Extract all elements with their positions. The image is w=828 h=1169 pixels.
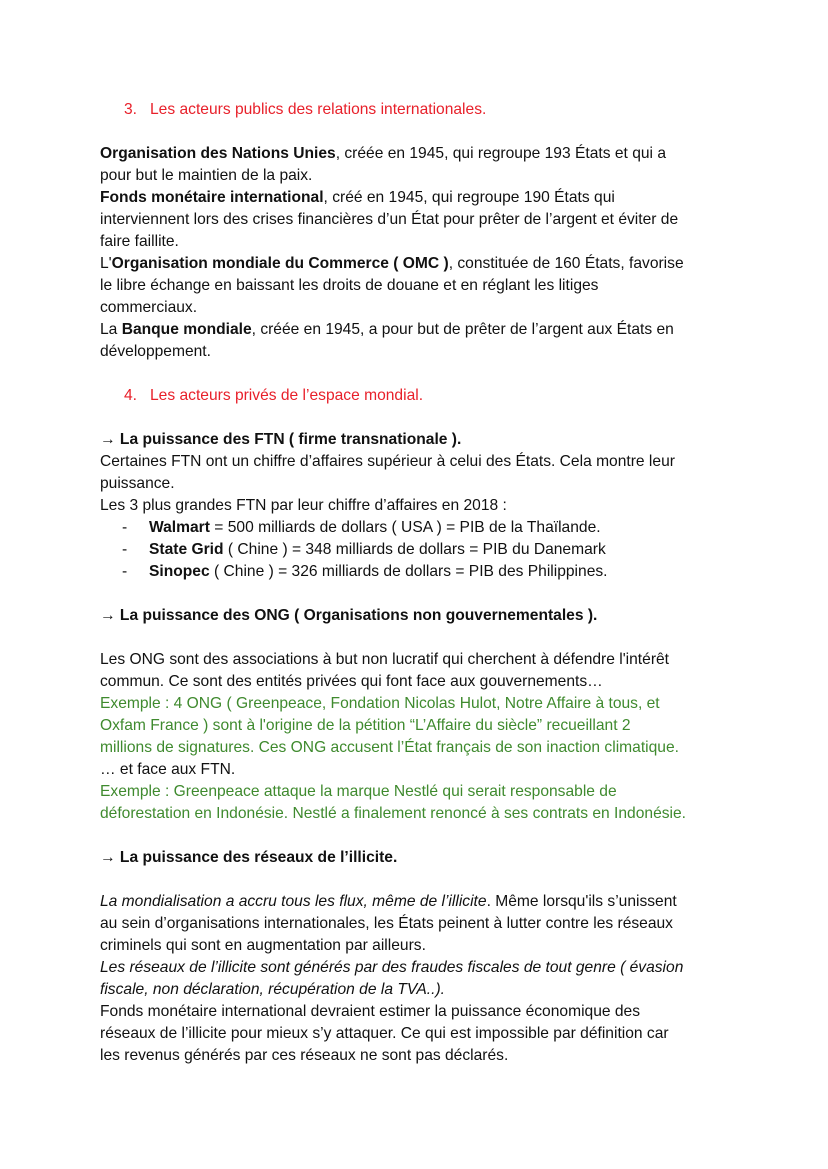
ftn-heading-text: → La puissance des FTN ( firme transnationale ). (100, 431, 462, 448)
fmi-paragraph-line-2: interviennent lors des crises financières d’un État pour prêter de l’argent et éviter de (100, 211, 679, 228)
ong-line-3: … et face aux FTN. (100, 761, 236, 778)
illicite-p1-line-3: criminels qui sont en augmentation par ailleurs. (100, 937, 426, 954)
ong-heading-text: → La puissance des ONG ( Organisations non gouvernementales ). (100, 607, 598, 624)
company-detail: = 500 milliards de dollars ( USA ) = PIB de la Thaïlande. (209, 519, 601, 536)
omc-paragraph-line-3: commerciaux. (100, 299, 198, 316)
fmi-paragraph-line-1 (100, 187, 615, 209)
bm-prefix: La (100, 321, 122, 338)
bm-text: , créée en 1945, a pour but de prêter de l’argent aux États en (251, 321, 674, 338)
fmi-text: , créé en 1945, qui regroupe 190 États qui (323, 189, 615, 206)
bm-paragraph-line-1 (100, 319, 674, 341)
ong-line-2: commun. Ce sont des entités privées qui font face aux gouvernements… (100, 673, 603, 690)
company-detail: ( Chine ) = 326 milliards de dollars = PIB des Philippines. (209, 563, 608, 580)
bullet-dash: - (122, 563, 128, 580)
ftn-line-2: puissance. (100, 475, 175, 492)
section-title: Les acteurs privés de l’espace mondial. (150, 387, 424, 404)
omc-paragraph-line-1 (100, 253, 684, 275)
illicite-italic-text: Les réseaux de l’illicite sont générés par des fraudes fiscales de tout genre ( évasion (100, 959, 684, 976)
company-detail: ( Chine ) = 348 milliards de dollars = PIB du Danemark (223, 541, 606, 558)
ftn-list-item (122, 539, 606, 561)
bullet-dash: - (122, 541, 128, 558)
ftn-list-item (122, 517, 601, 539)
section-number: 4. (124, 387, 138, 404)
ong-example-2-line-1: Exemple : Greenpeace attaque la marque Nestlé qui serait responsable de (100, 783, 617, 800)
onu-paragraph-line-1 (100, 143, 666, 165)
bullet-dash: - (122, 519, 128, 536)
ftn-list-item (122, 561, 608, 583)
illicite-heading-text: → La puissance des réseaux de l’illicite. (100, 849, 398, 866)
illicite-p3-line-1: Fonds monétaire international devraient estimer la puissance économique des (100, 1003, 641, 1020)
illicite-italic-text: fiscale, non déclaration, récupération de la TVA..). (100, 981, 445, 998)
company-name: Walmart (149, 519, 210, 536)
illicite-italic-text: La mondialisation a accru tous les flux, même de l’illicite (100, 893, 487, 910)
ong-example-1-line-2: Oxfam France ) sont à l'origine de la pétition “L’Affaire du siècle” recueillant 2 (100, 717, 631, 734)
onu-name: Organisation des Nations Unies (100, 145, 336, 162)
bm-paragraph-line-2: développement. (100, 343, 211, 360)
omc-prefix: L' (100, 255, 112, 272)
section-title: Les acteurs publics des relations internationales. (150, 101, 487, 118)
ong-example-1-line-3: millions de signatures. Ces ONG accusent l’État français de son inaction climatique. (100, 739, 679, 756)
section-3-heading (124, 99, 486, 121)
ftn-line-3: Les 3 plus grandes FTN par leur chiffre d’affaires en 2018 : (100, 497, 507, 514)
bm-name: Banque mondiale (121, 321, 252, 338)
illicite-p2-line-2 (100, 979, 445, 1001)
illicite-text: . Même lorsqu'ils s’unissent (486, 893, 677, 910)
illicite-p1-line-2: au sein d’organisations internationales, les États peinent à lutter contre les réseaux (100, 915, 673, 932)
illicite-p1-line-1 (100, 891, 677, 913)
illicite-p3-line-3: les revenus générés par ces réseaux ne sont pas déclarés. (100, 1047, 509, 1064)
company-name: State Grid (149, 541, 224, 558)
fmi-paragraph-line-3: faire faillite. (100, 233, 179, 250)
omc-name: Organisation mondiale du Commerce ( OMC ) (111, 255, 449, 272)
omc-text: , constituée de 160 États, favorise (448, 255, 684, 272)
section-4-heading (124, 385, 423, 407)
ong-example-1-line-1: Exemple : 4 ONG ( Greenpeace, Fondation Nicolas Hulot, Notre Affaire à tous, et (100, 695, 660, 712)
onu-text: , créée en 1945, qui regroupe 193 États et qui a (335, 145, 667, 162)
illicite-p2-line-1 (100, 957, 683, 979)
ong-line-1: Les ONG sont des associations à but non lucratif qui cherchent à défendre l'intérêt (100, 651, 670, 668)
fmi-name: Fonds monétaire international (100, 189, 324, 206)
illicite-p3-line-2: réseaux de l’illicite pour mieux s’y attaquer. Ce qui est impossible par définition car (100, 1025, 669, 1042)
ong-heading (100, 605, 597, 627)
company-name: Sinopec (149, 563, 210, 580)
ftn-heading (100, 429, 461, 451)
omc-paragraph-line-2: le libre échange en baissant les droits de douane et en réglant les litiges (100, 277, 599, 294)
onu-paragraph-line-2: pour but le maintien de la paix. (100, 167, 313, 184)
ong-example-2-line-2: déforestation en Indonésie. Nestlé a finalement renoncé à ses contrats en Indonésie. (100, 805, 687, 822)
illicite-heading (100, 847, 397, 869)
section-number: 3. (124, 101, 138, 118)
ftn-line-1: Certaines FTN ont un chiffre d’affaires supérieur à celui des États. Cela montre leur (100, 453, 675, 470)
